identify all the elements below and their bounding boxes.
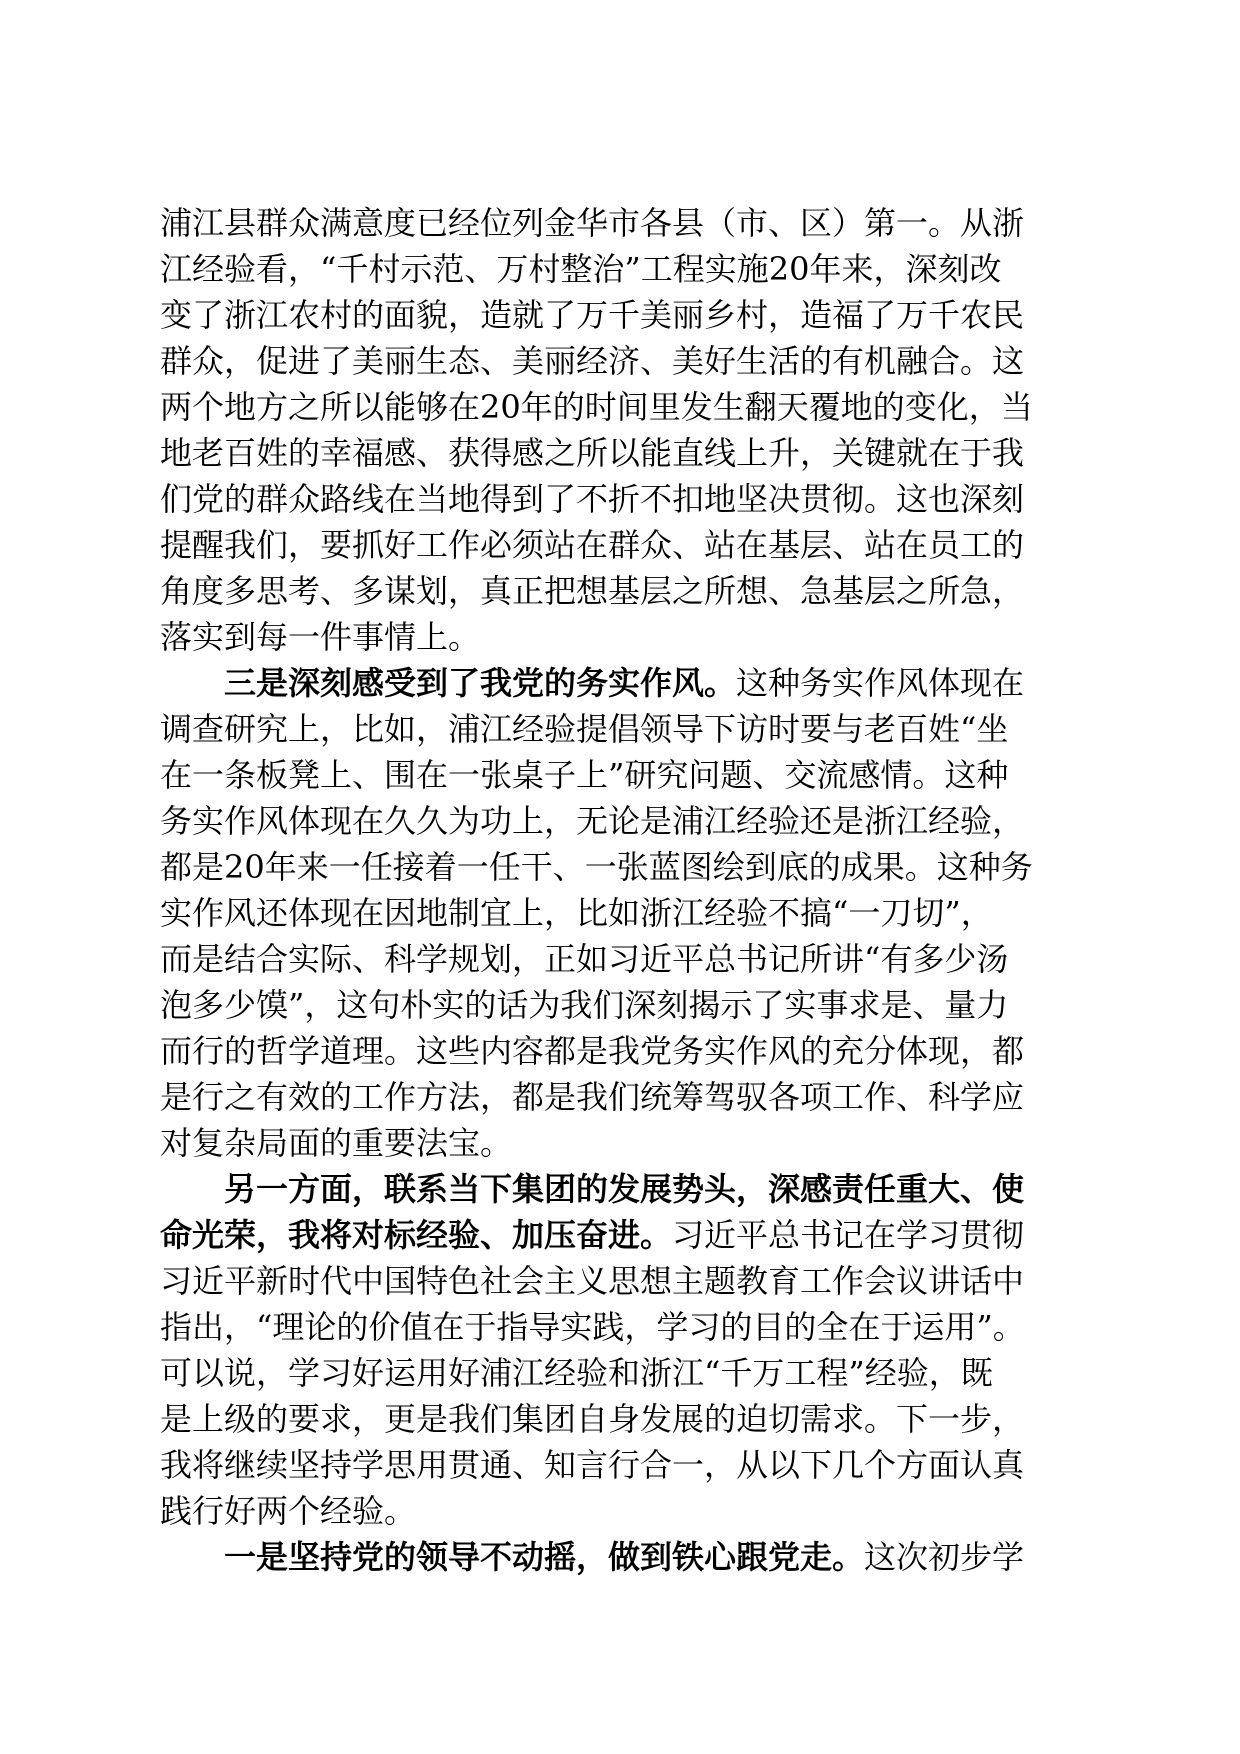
text-line: 可以说，学习好运用好浦江经验和浙江“千万工程”经验，既: [160, 1354, 993, 1392]
text-run: 习近平总书记在学习贯彻: [672, 1216, 1025, 1254]
text-line: 落实到每一件事情上。: [160, 618, 481, 656]
text-run: 这次初步学: [864, 1538, 1025, 1576]
text-line: 是上级的要求，更是我们集团自身发展的迫切需求。下一步，: [160, 1400, 1025, 1438]
text-line: 都是20年来一任接着一任干、一张蓝图绘到底的成果。这种务: [160, 848, 1033, 886]
text-line: 我将继续坚持学思用贯通、知言行合一，从以下几个方面认真: [160, 1446, 1025, 1484]
text-line: 群众，促进了美丽生态、美丽经济、美好生活的有机融合。这: [160, 342, 1025, 380]
text-line: 们党的群众路线在当地得到了不折不扣地坚决贯彻。这也深刻: [160, 480, 1025, 518]
paragraph-heading: 三是深刻感受到了我党的务实作风。: [224, 664, 737, 702]
text-line: 实作风还体现在因地制宜上，比如浙江经验不搞“一刀切”，: [160, 894, 993, 932]
text-line: 务实作风体现在久久为功上，无论是浦江经验还是浙江经验，: [160, 802, 1025, 840]
paragraph-first-line: [224, 1534, 1080, 1580]
text-line: 浦江县群众满意度已经位列金华市各县（市、区）第一。从浙: [160, 204, 1025, 242]
text-line: 而是结合实际、科学规划，正如习近平总书记所讲“有多少汤: [160, 940, 1009, 978]
text-line: 而行的哲学道理。这些内容都是我党务实作风的充分体现，都: [160, 1032, 1025, 1070]
text-line: 对复杂局面的重要法宝。: [160, 1124, 513, 1162]
paragraph-heading: 另一方面，联系当下集团的发展势头，深感责任重大、使: [224, 1170, 1025, 1208]
text-line: 泡多少馍”，这句朴实的话为我们深刻揭示了实事求是、量力: [160, 986, 1009, 1024]
text-line: 变了浙江农村的面貌，造就了万千美丽乡村，造福了万千农民: [160, 296, 1025, 334]
text-run: 这种务实作风体现在: [736, 664, 1025, 702]
text-line: 提醒我们，要抓好工作必须站在群众、站在基层、站在员工的: [160, 526, 1025, 564]
text-line: 是行之有效的工作方法，都是我们统筹驾驭各项工作、科学应: [160, 1078, 1025, 1116]
text-line: 指出，“理论的价值在于指导实践，学习的目的全在于运用”。: [160, 1308, 1025, 1346]
text-line: 两个地方之所以能够在20年的时间里发生翻天覆地的变化，当: [160, 388, 1033, 426]
text-line: 角度多思考、多谋划，真正把想基层之所想、急基层之所急，: [160, 572, 1025, 610]
paragraph-heading: 一是坚持党的领导不动摇，做到铁心跟党走。: [224, 1538, 865, 1576]
paragraph-line: [160, 1212, 1080, 1258]
text-line: 践行好两个经验。: [160, 1492, 417, 1530]
paragraph-heading: 命光荣，我将对标经验、加压奋进。: [160, 1216, 673, 1254]
text-line: 习近平新时代中国特色社会主义思想主题教育工作会议讲话中: [160, 1262, 1025, 1300]
text-line: 江经验看，“千村示范、万村整治”工程实施20年来，深刻改: [160, 250, 1002, 288]
text-line: 在一条板凳上、围在一张桌子上”研究问题、交流感情。这种: [160, 756, 1009, 794]
paragraph-first-line: [224, 660, 1080, 706]
text-line: 地老百姓的幸福感、获得感之所以能直线上升，关键就在于我: [160, 434, 1025, 472]
text-line: 调查研究上，比如，浦江经验提倡领导下访时要与老百姓“坐: [160, 710, 1009, 748]
